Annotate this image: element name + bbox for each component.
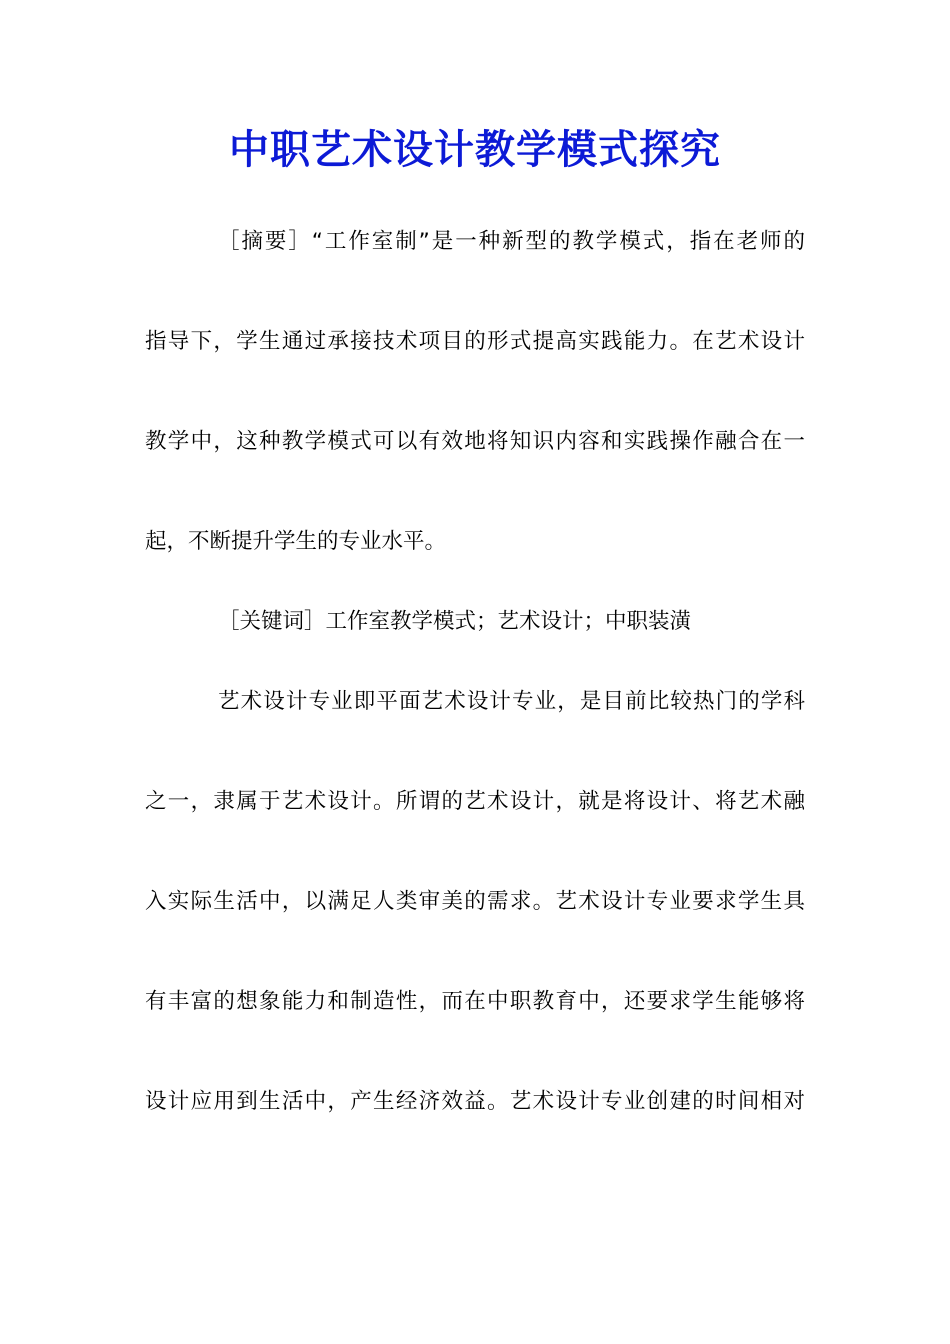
abstract-line-3: 教学中，这种教学模式可以有效地将知识内容和实践操作融合在一 — [145, 429, 805, 454]
keywords-line: ［关键词］工作室教学模式；艺术设计；中职装潢 — [218, 609, 692, 634]
abstract-line-1: ［摘要］“工作室制”是一种新型的教学模式，指在老师的 — [218, 229, 805, 254]
body-line-4: 有丰富的想象能力和制造性，而在中职教育中，还要求学生能够将 — [145, 989, 805, 1014]
body-line-5: 设计应用到生活中，产生经济效益。艺术设计专业创建的时间相对 — [145, 1089, 805, 1114]
abstract-line-2: 指导下，学生通过承接技术项目的形式提高实践能力。在艺术设计 — [145, 329, 805, 354]
body-line-1: 艺术设计专业即平面艺术设计专业，是目前比较热门的学科 — [218, 689, 805, 714]
body-line-3: 入实际生活中，以满足人类审美的需求。艺术设计专业要求学生具 — [145, 889, 805, 914]
document-title: 中职艺术设计教学模式探究 — [229, 126, 721, 173]
abstract-line-4: 起，不断提升学生的专业水平。 — [145, 529, 447, 554]
body-line-2: 之一，隶属于艺术设计。所谓的艺术设计，就是将设计、将艺术融 — [145, 789, 805, 814]
